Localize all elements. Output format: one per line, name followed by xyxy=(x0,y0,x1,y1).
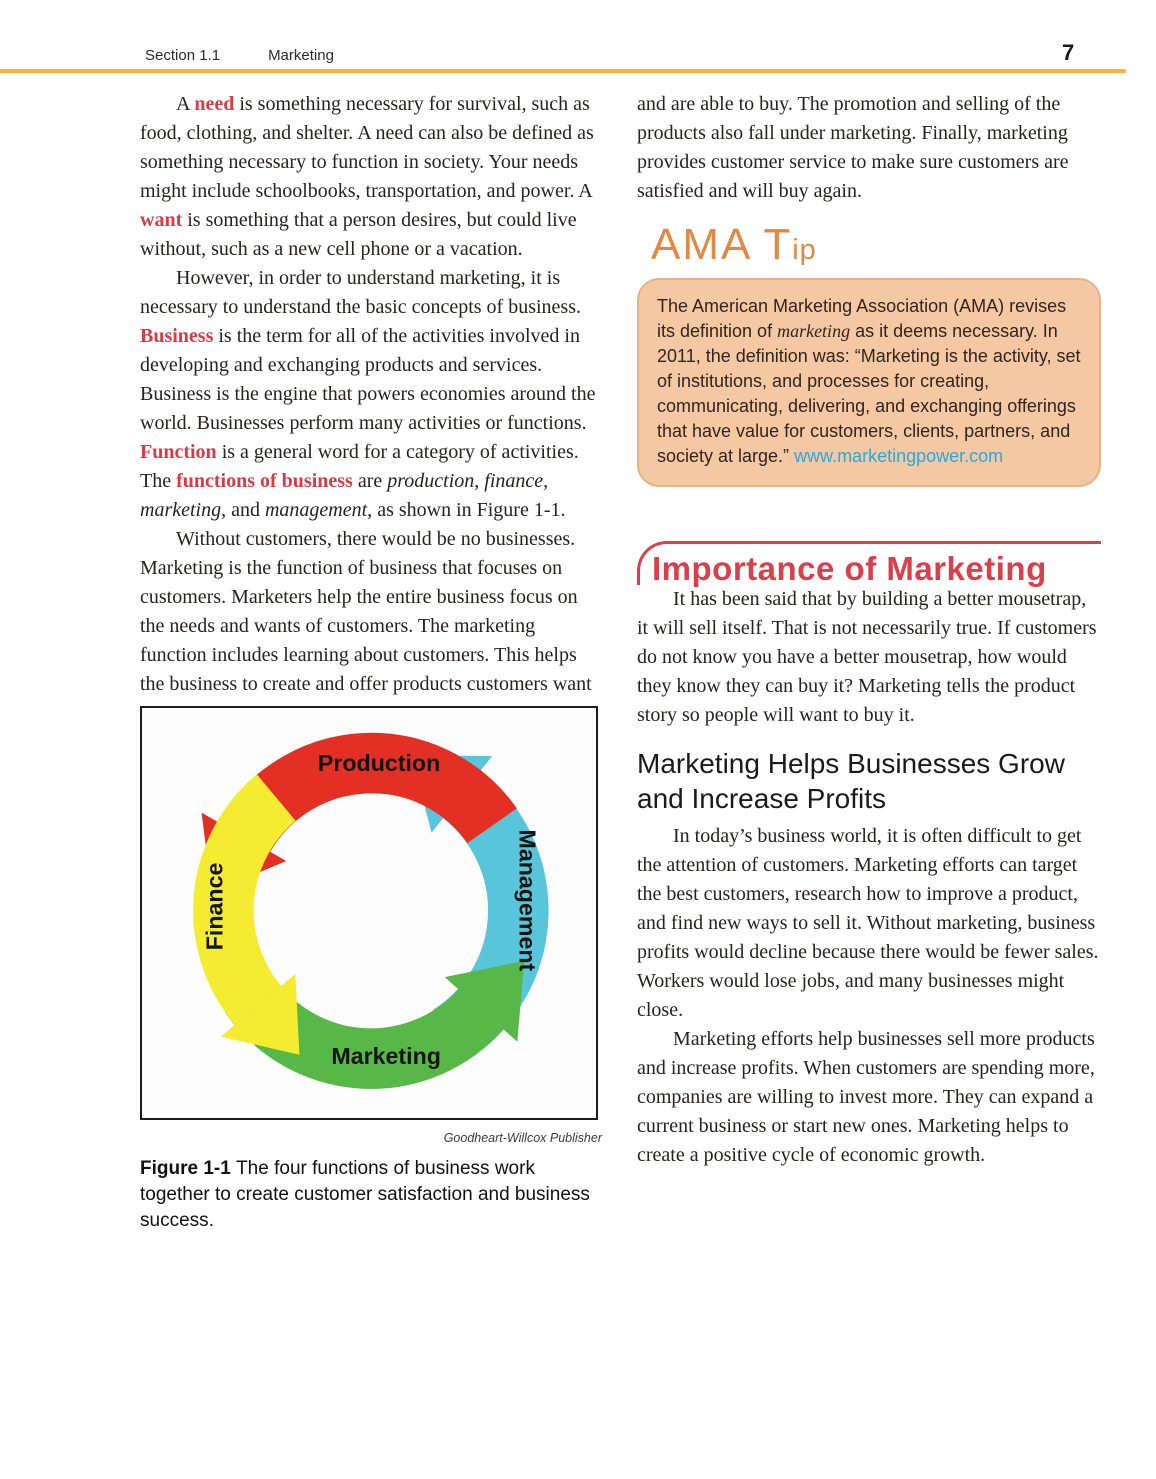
page-number: 7 xyxy=(1062,40,1075,65)
ama-tip-heading: AMA Tip xyxy=(651,220,817,269)
body-paragraph: However, in order to understand marketing, it is necessary to understand the basic concepts of business. Business is the term for all of the activities involved in developing and exchanging products and services. Business is the engine that powers economies around the world. Businesses perform many activities or functions. Function is a general word for a category of activities. The functions of business are production, finance, marketing, and management, as shown in Figure 1-1. xyxy=(140,267,596,521)
finance-arrow-arc xyxy=(223,797,276,1005)
left-column xyxy=(140,90,602,1234)
section-title: Marketing xyxy=(268,47,334,64)
finance-label: Finance xyxy=(201,862,228,951)
management-label: Management xyxy=(514,829,541,972)
running-head xyxy=(145,47,334,64)
body-paragraph: Without customers, there would be no businesses. Marketing is the function of business that focuses on customers. Marketers help the entire business focus on the needs and wants of customers. The marketing function includes learning about customers. This helps the business to create and offer products customers want xyxy=(140,528,592,695)
figure-caption: Figure 1-1 The four functions of business work together to create customer satisfaction and business success. xyxy=(140,1158,590,1231)
ama-tip-box xyxy=(637,278,1101,487)
figure-1-1-image xyxy=(140,706,598,1120)
body-paragraph: Marketing efforts help businesses sell more products and increase profits. When customers are spending more, companies are willing to invest more. They can expand a current business or start new ones. Marketing helps to create a positive cycle of economic growth. xyxy=(637,1028,1095,1166)
business-functions-cycle-diagram xyxy=(142,708,596,1118)
right-column xyxy=(637,90,1101,1170)
sub-heading: Marketing Helps Businesses Grow and Increase Profits xyxy=(637,748,1065,814)
production-label: Production xyxy=(317,750,441,777)
marketing-label: Marketing xyxy=(331,1042,441,1069)
section-label: Section 1.1 xyxy=(145,47,221,64)
tip-link[interactable]: www.marketingpower.com xyxy=(794,446,1004,466)
body-paragraph: and are able to buy. The promotion and selling of the products also fall under marketing. Finally, marketing provides customer service to make sure customers are satisfied and will buy again. xyxy=(637,93,1069,202)
figure-credit: Goodheart-Willcox Publisher xyxy=(443,1131,602,1145)
body-paragraph: A need is something necessary for survival, such as food, clothing, and shelter. A need can also be defined as something necessary to function in society. Your needs might include schoolbooks, transportation, and power. A want is something that a person desires, but could live without, such as a new cell phone or a vacation. xyxy=(140,93,594,260)
body-paragraph: In today’s business world, it is often difficult to get the attention of customers. Marketing efforts can target the best customers, research how to improve a product, and find new ways to sell it. Without marketing, business profits would decline because there would be fewer sales. Workers would lose jobs, and many businesses might close. xyxy=(637,825,1099,1021)
header-rule xyxy=(0,69,1126,73)
section-heading-block xyxy=(637,541,1101,585)
ama-tip-text: The American Marketing Association (AMA) revises its definition of marketing as it deems necessary. In 2011, the definition was: “Marketing is the activity, set of institutions, and processes for creating, communicating, delivering, and exchanging offerings that have value for customers, clients, partners, and society at large.” xyxy=(657,296,1081,466)
body-paragraph: It has been said that by building a better mousetrap, it will sell itself. That is not necessarily true. If customers do not know you have a better mousetrap, how would they know they can buy it? Marketing tells the product story so people will want to buy it. xyxy=(637,588,1097,726)
section-heading: Importance of Marketing xyxy=(652,550,1047,587)
